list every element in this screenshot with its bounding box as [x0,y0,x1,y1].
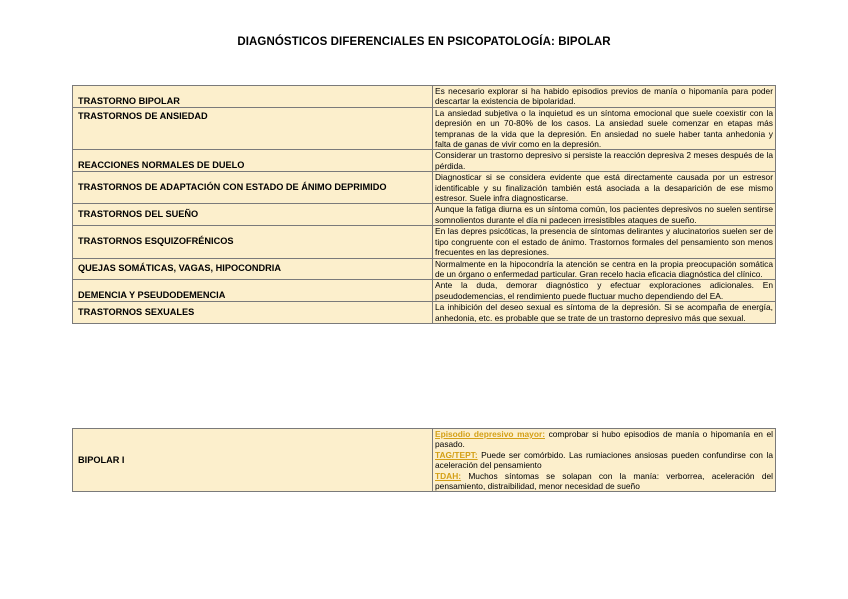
table-row [73,107,776,150]
table-row [73,150,776,172]
table-row [73,258,776,280]
table-row [73,226,776,258]
subtype-description [433,429,776,492]
list-item [435,471,773,492]
table-row [73,280,776,302]
diagnosis-label: TRASTORNOS DE ADAPTACIÓN CON ESTADO DE ÁNIMO DEPRIMIDO [73,172,433,204]
item-heading: TAG/TEPT: [435,449,478,460]
diagnosis-label: TRASTORNOS DE ANSIEDAD [73,107,433,150]
diagnosis-description: Aunque la fatiga diurna es un síntoma común, los pacientes depresivos no suelen sentirse somnolientos durante el día ni padecen irresistibles ataques de sueño. [433,204,776,226]
diagnosis-description: Normalmente en la hipocondría la atención se centra en la propia preocupación somática de un órgano o enfermedad particular. Gran recelo hacia eficacia diagnóstica del clínico. [433,258,776,280]
item-heading: Episodio depresivo mayor: [435,429,545,439]
bipolar-subtype-table [72,428,776,492]
diagnosis-label: QUEJAS SOMÁTICAS, VAGAS, HIPOCONDRIA [73,258,433,280]
diagnosis-description: La inhibición del deseo sexual es síntoma de la depresión. Si se acompaña de energía, anhedonia, etc. es probable que se trate de un trastorno depresivo más que sexual. [433,302,776,324]
item-heading: TDAH: [435,470,462,481]
table-row [73,204,776,226]
diagnosis-description: En las depres psicóticas, la presencia de síntomas delirantes y alucinatorios suelen ser de tipo congruente con el estado de ánimo. Trastornos formales del pensamiento son menos frecuentes en las depresiones. [433,226,776,258]
item-text: Puede ser comórbido. Las rumiaciones ansiosas pueden confundirse con la aceleración del pensamiento [435,449,773,471]
item-text: comprobar si hubo episodios de manía o hipomanía en el pasado. [435,429,773,450]
differential-diagnosis-table [72,85,776,324]
diagnosis-description: La ansiedad subjetiva o la inquietud es un síntoma emocional que suele coexistir con la depresión en un 70-80% de los casos. La ansiedad suele comenzar en etapas más tempranas de la vida que la depresión. En ansiedad no suele haber tanta anhedonia y falta de ganas de vivir como en la depresión. [433,107,776,150]
table-row [73,302,776,324]
page-title: DIAGNÓSTICOS DIFERENCIALES EN PSICOPATOLOGÍA: BIPOLAR [237,36,611,48]
diagnosis-label: DEMENCIA Y PSEUDODEMENCIA [73,280,433,302]
diagnosis-label: REACCIONES NORMALES DE DUELO [73,150,433,172]
list-item [435,429,773,450]
diagnosis-label: TRASTORNOS ESQUIZOFRÉNICOS [73,226,433,258]
item-text: Muchos síntomas se solapan con la manía: verborrea, aceleración del pensamiento, distraibilidad, menor necesidad de sueño [435,470,773,492]
diagnosis-description: Es necesario explorar si ha habido episodios previos de manía o hipomanía para poder descartar la existencia de bipolaridad. [433,86,776,108]
diagnosis-description: Ante la duda, demorar diagnóstico y efectuar exploraciones adicionales. En pseudodemencias, el rendimiento puede fluctuar mucho dependiendo del EA. [433,280,776,302]
list-item [435,450,773,471]
diagnosis-label: TRASTORNOS DEL SUEÑO [73,204,433,226]
table-row [73,429,776,492]
subtype-label: BIPOLAR I [73,429,433,492]
table-row [73,172,776,204]
table-row [73,86,776,108]
diagnosis-description: Considerar un trastorno depresivo si persiste la reacción depresiva 2 meses después de la pérdida. [433,150,776,172]
diagnosis-label: TRASTORNOS SEXUALES [73,302,433,324]
diagnosis-description: Diagnosticar si se considera evidente que está directamente causada por un estresor identificable y su finalización también está asociada a la desaparición de ese mismo estresor. Suele infra diagnosticarse. [433,172,776,204]
diagnosis-label: TRASTORNO BIPOLAR [73,86,433,108]
